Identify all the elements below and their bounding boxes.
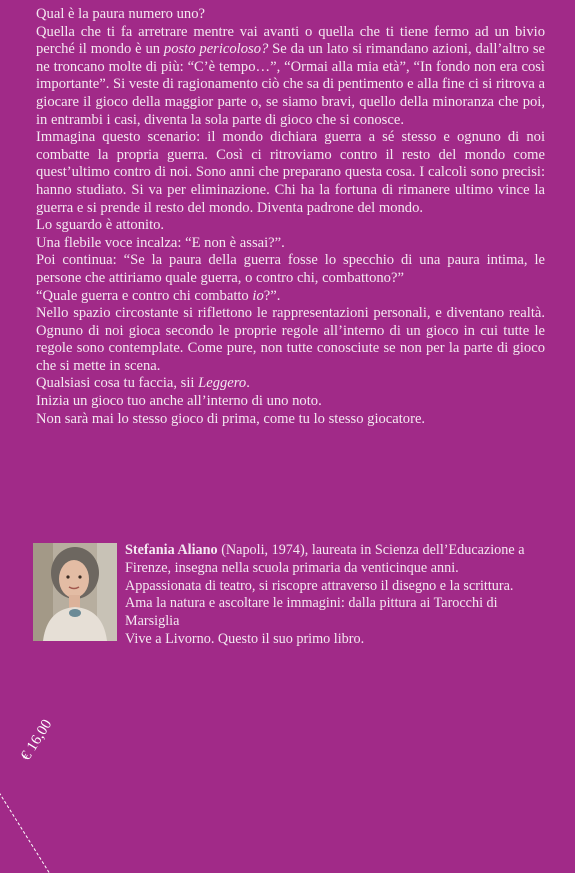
bio-intro-rest: (Napoli, 1974), laureata in Scienza dell’Educazione a Firenze, insegna nella scuola primaria da venticinque anni. — [125, 542, 525, 576]
text-run: “Quale guerra e contro chi combatto — [36, 287, 253, 304]
bio-line-2: Appassionata di teatro, si riscopre attraverso il disegno e la scrittura. — [125, 577, 514, 594]
paragraph — [36, 375, 545, 393]
italic-text: posto pericoloso? — [163, 41, 269, 58]
text-run: Immagina questo scenario: il mondo dichiara guerra a sé stesso e ognuno di noi combatte la propria guerra. Così ci ritroviamo contro il resto del mondo come quest’ultimo contro di noi. Sono anni che preparano questa cosa. I calcoli sono precisi: hanno studiato. Si va per eliminazione. Chi ha la fortuna di rimanere ultimo vince la guerra e si prende il resto del mondo. Diventa padrone del mondo. — [36, 129, 545, 216]
paragraph — [36, 252, 545, 287]
italic-text: io — [252, 287, 264, 304]
text-run: Nello spazio circostante si riflettono le rappresentazioni personali, e diventano realtà. Ognuno di noi gioca secondo le proprie regole all’interno di un gioco in cui tutte le regole sono contemplate. Come pure, non tutte conosciute se non per la parte di gioco che si mette in scena. — [36, 305, 545, 374]
text-run: . — [246, 375, 250, 392]
text-run: ?”. — [263, 287, 281, 304]
text-run: Quella che ti fa arretrare mentre vai avanti o quella che ti tiene fermo ad un bivio perché il mondo è un — [36, 23, 545, 58]
paragraph — [36, 288, 545, 306]
text-run: Una flebile voce incalza: “E non è assai?”. — [36, 234, 285, 251]
text-run: Lo sguardo è attonito. — [36, 217, 165, 234]
paragraph — [36, 411, 545, 429]
author-bio — [125, 542, 545, 649]
paragraph — [36, 129, 545, 217]
bio-intro — [125, 542, 545, 578]
paragraph — [36, 393, 545, 411]
bio-line-3: Ama la natura e ascoltare le immagini: dalla pittura ai Tarocchi di Marsiglia — [125, 595, 498, 630]
paragraph — [36, 305, 545, 375]
italic-text: Leggero — [198, 375, 247, 392]
paragraph — [36, 6, 545, 24]
text-run: Qual è la paura numero uno? — [36, 6, 205, 22]
price-label: € 16,00 — [18, 716, 56, 764]
paragraph — [36, 235, 545, 253]
text-run: Poi continua: “Se la paura della guerra fosse lo specchio di una paura intima, le persone che attiriamo quale guerra, o contro chi, combattono?” — [36, 252, 545, 286]
author-name: Stefania Aliano — [125, 542, 218, 558]
price-dashed-line — [0, 745, 49, 873]
bio-line-4: Vive a Livorno. Questo il suo primo libro. — [125, 630, 365, 647]
back-cover-text — [36, 6, 545, 428]
text-run: Se da un lato si rimandano azioni, dall’altro se ne troncano molte di più: “C’è tempo…”, “Ormai alla mia età”, “In fondo non era così importante”. Si veste di ragionamento ciò che sa di pentimento e alla fine ci si ritrova a giocare il gioco della maggior parte o, se siamo bravi, quello della minoranza che poi, in entrambi i casi, diventa la sola parte di gioco che si conosce. — [36, 41, 545, 128]
author-photo — [33, 543, 117, 641]
paragraph — [36, 217, 545, 235]
paragraph — [36, 24, 545, 130]
text-run: Qualsiasi cosa tu faccia, sii — [36, 375, 199, 392]
author-portrait-image — [33, 543, 117, 641]
text-run: Inizia un gioco tuo anche all’interno di uno noto. — [36, 393, 322, 410]
text-run: Non sarà mai lo stesso gioco di prima, come tu lo stesso giocatore. — [36, 410, 426, 427]
